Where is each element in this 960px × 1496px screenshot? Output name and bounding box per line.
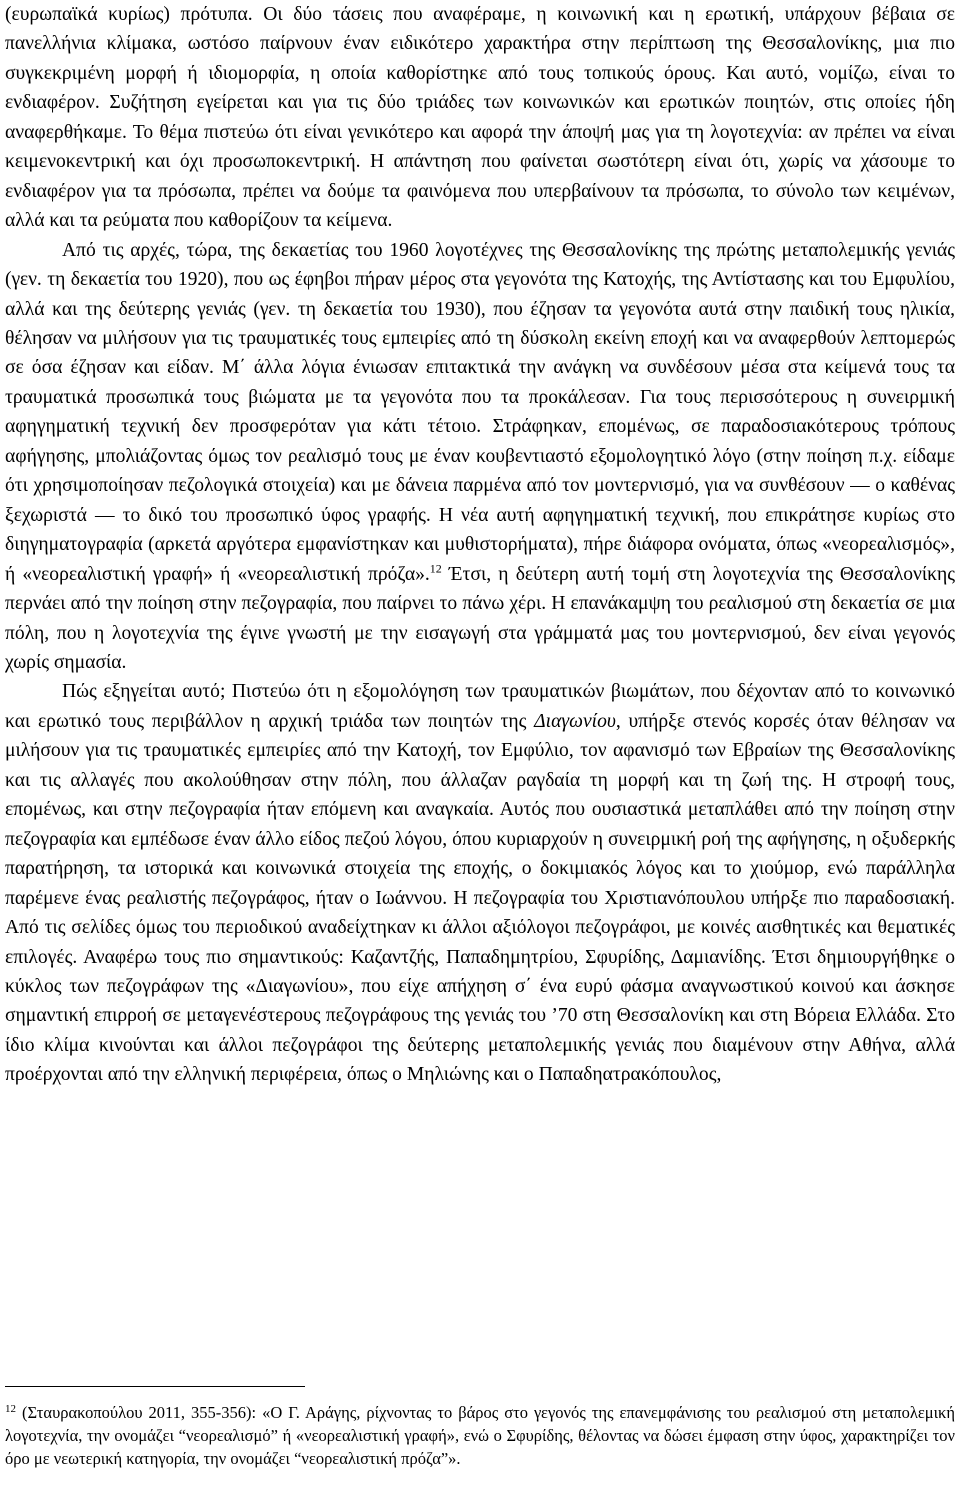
footnote-12 <box>5 1401 955 1470</box>
paragraph-3-text-b: , υπήρξε στενός κορσές όταν θέλησαν να μιλήσουν για τις τραυματικές εμπειρίες από την Κατοχή, τον Εμφύλιο, τον αφανισμό των Εβραίων της Θεσσαλονίκης και τις αλλαγές που ακολούθησαν στην πόλη, που άλλαζαν ραγδαία τη μορφή και τη ζωή της. Η στροφή τους, επομένως, και στην πεζογραφία ήταν επόμενη και αναγκαία. Αυτός που ουσιαστικά μεταπλάθει από την ποίηση στην πεζογραφία και εμπέδωσε έναν άλλο είδος πεζού λόγου, όπου κυριαρχούν η συνειρμική ροή της αφήγησης, η οξυδερκής παρατήρηση, τα ιστορικά και κοινωνικά στοιχεία της εποχής, ο δοκιμιακός λόγος και το χιούμορ, ενώ παράλληλα παρέμενε ένας ρεαλιστής πεζογράφος, ήταν ο Ιωάννου. Η πεζογραφία του Χριστιανόπουλου υπήρξε πιο παραδοσιακή. Από τις σελίδες όμως του περιοδικού αναδείχτηκαν κι άλλοι αξιόλογοι πεζογράφοι, με κοινές αισθητικές και θεματικές επιλογές. Αναφέρω τους πιο σημαντικούς: Καζαντζής, Παπαδημητρίου, Σφυρίδης, Δαμιανίδης. Έτσι δημιουργήθηκε ο κύκλος των πεζογράφων της «Διαγωνίου», που είχε απήχηση σ΄ ένα ευρύ φάσμα αναγνωστικού κοινού και άσκησε σημαντική επιρροή σε μεταγενέστερους πεζογράφους της γενιάς του ’70 στη Θεσσαλονίκη και στη Βόρεια Ελλάδα. Στο ίδιο κλίμα κινούνται και άλλοι πεζογράφοι της δεύτερης μεταπολεμικής γενιάς που διαμένουν στην Αθήνα, αλλά προέρχονται από την ελληνική περιφέρεια, όπως ο Μηλιώνης και ο Παπαδηατρακόπουλος, <box>5 710 956 1086</box>
footnote-reference-12[interactable]: 12 <box>429 561 442 576</box>
footnote-mark: 12 <box>5 1402 16 1415</box>
body-text <box>5 0 955 1090</box>
paragraph-3-text-a: Πώς εξηγείται αυτό; Πιστεύω ότι η εξομολόγηση των τραυματικών βιωμάτων, που δέχονταν από το κοινωνικό και ερωτικό τους περιβάλλον η αρχική τριάδα των ποιητών της <box>5 681 955 732</box>
paragraph-2-text-a: Από τις αρχές, τώρα, της δεκαετίας του 1960 λογοτέχνες της Θεσσαλονίκης της πρώτης μεταπολεμικής γενιάς (γεν. τη δεκαετία του 1920), που ως έφηβοι πήραν μέρος στα γεγονότα της Κατοχής, της Αντίστασης και του Εμφυλίου, αλλά και της δεύτερης γενιάς (γεν. τη δεκαετία του 1930), που έζησαν τα γεγονότα αυτά στην παιδική τους ηλικία, θέλησαν να μιλήσουν για τις τραυματικές τους εμπειρίες από τη δύσκολη εκείνη εποχή και να αναφερθούν λεπτομερώς σε όσα έζησαν και είδαν. Μ΄ άλλα λόγια ένιωσαν επιτακτικά την ανάγκη να συνδέσουν μέσα στα κείμενά τους τα τραυματικά προσωπικά τους βιώματα με τα γεγονότα που τα προκάλεσαν. Για τους περισσότερους η συνειρμική αφηγηματική τεχνική δεν προσφερόταν για κάτι τέτοιο. Στράφηκαν, επομένως, σε παραδοσιακότερους τρόπους αφήγησης, μπολιάζοντας όμως τον ρεαλισμό τους με έναν κουβεντιαστό εξομολογητικό λόγο (στην ποίηση π.χ. είδαμε ότι χρησιμοποίησαν πεζολογικά στοιχεία) και με δάνεια παρμένα από τον μοντερνισμό, για να συνθέσουν — ο καθένας ξεχωριστά — το δικό του προσωπικό ύφος γραφής. Η νέα αυτή αφηγηματική τεχνική, που επικράτησε κυρίως στο διηγηματογραφία (αρκετά αργότερα εμφανίστηκαν και μυθιστορήματα), πήρε διάφορα ονόματα, όπως «νεορεαλισμός», ή «νεορεαλιστική γραφή» ή «νεορεαλιστική πρόζα». <box>5 239 955 585</box>
footnotes-section <box>5 1386 955 1470</box>
paragraph-1: (ευρωπαϊκά κυρίως) πρότυπα. Οι δύο τάσεις που αναφέραμε, η κοινωνική και η ερωτική, υπάρχουν βέβαια σε πανελλήνια κλίμακα, ωστόσο παίρνουν έναν ειδικότερο χαρακτήρα στην περίπτωση της Θεσσαλονίκης, μια πιο συγκεκριμένη μορφή ή ιδιομορφία, η οποία καθορίστηκε από τους τοπικούς όρους. Και αυτό, νομίζω, είναι το ενδιαφέρον. Συζήτηση εγείρεται και για τις δύο τριάδες των κοινωνικών και ερωτικών ποιητών, στις οποίες ήδη αναφερθήκαμε. Το θέμα πιστεύω ότι είναι γενικότερο και αφορά την άποψή μας για τη λογοτεχνία: αν πρέπει να είναι κειμενοκεντρική και όχι προσωποκεντρική. Η απάντηση που φαίνεται σωστότερη είναι ότι, χωρίς να χάσουμε το ενδιαφέρον για τα πρόσωπα, πρέπει να δούμε τα φαινόμενα που υπερβαίνουν τα πρόσωπα, το σύνολο των κειμένων, αλλά και τα ρεύματα που καθορίζουν τα κείμενα. <box>5 4 955 232</box>
paragraph-3 <box>5 677 955 1089</box>
paragraph-2-text-b: Έτσι, η δεύτερη αυτή τομή στη λογοτεχνία της Θεσσαλονίκης περνάει από την ποίηση στην πεζογραφία, που παίρνει το πάνω χέρι. Η επανάκαμψη του ρεαλισμού στη δεκαετία σε μια πόλη, που η λογοτεχνία της έγινε γνωστή με την εισαγωγή στα γράμματά μας του μοντερνισμού, δεν είναι γεγονός χωρίς σημασία. <box>5 563 955 673</box>
journal-title-italic: Διαγωνίου <box>534 710 616 732</box>
footnote-separator <box>5 1386 305 1387</box>
document-page <box>5 0 955 1090</box>
paragraph-2 <box>5 236 955 678</box>
footnote-text: (Σταυρακοπούλου 2011, 355-356): «Ο Γ. Αράγης, ρίχνοντας το βάρος στο γεγονός της επανεμφάνισης του ρεαλισμού στη μεταπολεμική λογοτεχνία, την ονομάζει “νεορεαλισμό” ή «νεορεαλιστική γραφή», ενώ ο Σφυρίδης, θέλοντας να δώσει έμφαση στην ύφος, χαρακτηρίζει τον όρο με νεωτερική κατηγορία, την ονομάζει “νεορεαλιστική πρόζα”». <box>5 1403 955 1468</box>
